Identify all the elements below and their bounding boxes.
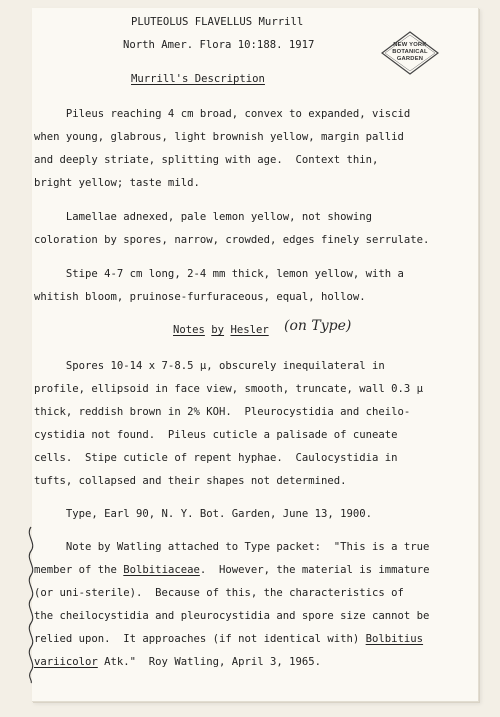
watling-line-6 (34, 656, 321, 668)
species-citation: North Amer. Flora 10:188. 1917 (123, 39, 315, 51)
description-heading: Murrill's Description (131, 73, 265, 85)
spores-line-2: profile, ellipsoid in face view, smooth, truncate, wall 0.3 µ (34, 383, 424, 395)
handwritten-on-type: (on Type) (284, 318, 352, 334)
watling-line-5 (34, 633, 423, 645)
stamp-text-1: NEW YORK (393, 42, 427, 48)
notes-heading (173, 324, 269, 336)
pileus-line-3: and deeply striate, splitting with age. Context thin, (34, 154, 379, 166)
watling-line-5a: relied upon. It approaches (if not identical with) (34, 633, 366, 645)
watling-line-2b: . However, the material is immature (199, 564, 430, 576)
hesler-word: Hesler (230, 324, 269, 336)
spores-line-5: cells. Stipe cuticle of repent hyphae. Caulocystidia in (34, 452, 398, 464)
watling-line-2 (34, 564, 429, 576)
species-title: PLUTEOLUS FLAVELLUS Murrill (131, 16, 304, 28)
watling-line-3: (or uni-sterile). Because of this, the characteristics of (34, 587, 404, 599)
stipe-line-1: Stipe 4-7 cm long, 2-4 mm thick, lemon yellow, with a (34, 268, 404, 280)
bolbitius-term: Bolbitius (365, 633, 424, 645)
lamellae-line-1: Lamellae adnexed, pale lemon yellow, not showing (34, 211, 373, 223)
stipe-line-2: whitish bloom, pruinose-furfuraceous, equal, hollow. (34, 291, 366, 303)
stamp-text-2: BOTANICAL (392, 49, 428, 55)
watling-line-4: the cheilocystidia and pleurocystidia and spore size cannot be (34, 610, 430, 622)
watling-line-1: Note by Watling attached to Type packet: "This is a true (34, 541, 430, 553)
watling-line-2a: member of the (34, 564, 124, 576)
type-line: Type, Earl 90, N. Y. Bot. Garden, June 13, 1900. (34, 508, 373, 520)
spores-line-6: tufts, collapsed and their shapes not determined. (34, 475, 347, 487)
pileus-line-1: Pileus reaching 4 cm broad, convex to expanded, viscid (34, 108, 411, 120)
spores-line-1: Spores 10-14 x 7-8.5 µ, obscurely inequilateral in (34, 360, 385, 372)
pileus-line-2: when young, glabrous, light brownish yellow, margin pallid (34, 131, 404, 143)
spores-line-3: thick, reddish brown in 2% KOH. Pleurocystidia and cheilo- (34, 406, 411, 418)
watling-line-6b: Atk." Roy Watling, April 3, 1965. (97, 656, 322, 668)
variicolor-term: variicolor (34, 656, 98, 668)
botanical-garden-stamp (380, 30, 440, 76)
stamp-text-3: GARDEN (396, 56, 424, 62)
lamellae-line-2: coloration by spores, narrow, crowded, edges finely serrulate. (34, 234, 430, 246)
pileus-line-4: bright yellow; taste mild. (34, 177, 200, 189)
notes-word: Notes (173, 324, 205, 336)
bolbitiaceae-term: Bolbitiaceae (123, 564, 200, 576)
spores-line-4: cystidia not found. Pileus cuticle a palisade of cuneate (34, 429, 398, 441)
by-word: by (211, 324, 225, 336)
